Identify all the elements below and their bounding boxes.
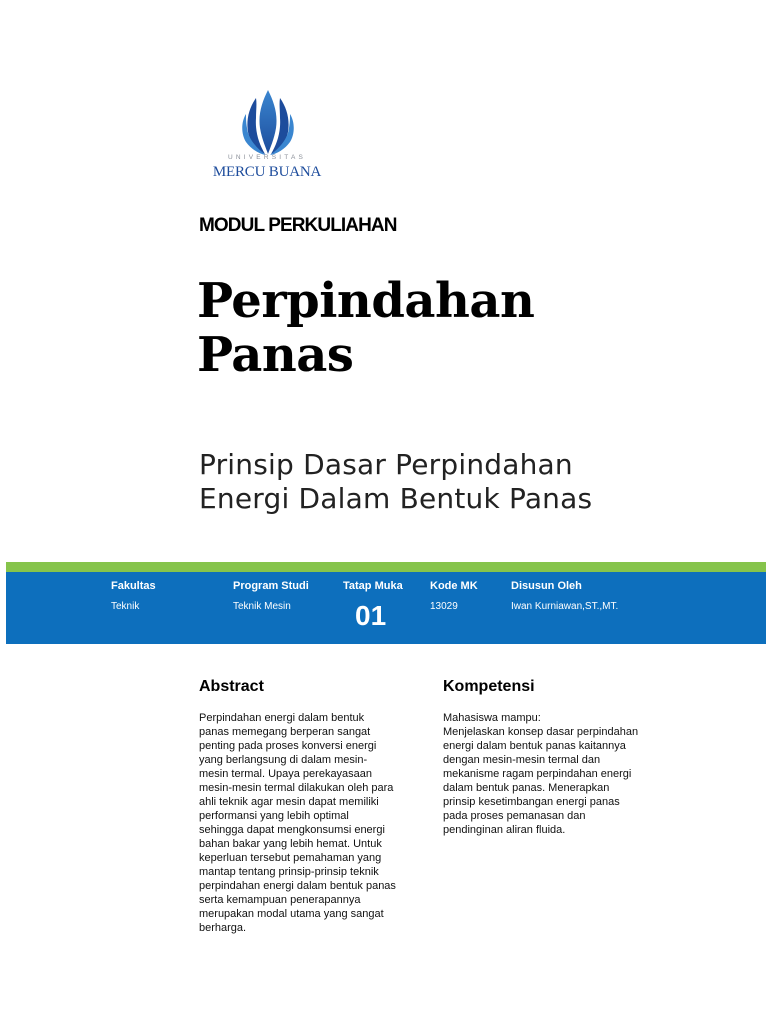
- abstract-body: [199, 711, 434, 935]
- abstract-heading: Abstract: [199, 678, 264, 695]
- university-logo: [198, 88, 338, 192]
- disusun-oleh-value: Iwan Kurniawan,ST.,MT.: [511, 601, 619, 612]
- abstract-line: panas memegang berperan sangat: [199, 726, 371, 738]
- kompetensi-line: dengan mesin-mesin termal dan: [443, 754, 601, 766]
- abstract-line: ahli teknik agar mesin dapat memiliki: [199, 796, 379, 808]
- disusun-oleh-label: Disusun Oleh: [511, 580, 582, 592]
- green-band-divider: [6, 562, 766, 572]
- kompetensi-line: pendinginan aliran fluida.: [443, 824, 566, 836]
- kompetensi-line: Menjelaskan konsep dasar perpindahan: [443, 726, 639, 738]
- kode-mk-value: 13029: [430, 601, 458, 612]
- abstract-line: berharga.: [199, 922, 247, 934]
- page-title: [197, 274, 677, 382]
- tatap-muka-label: Tatap Muka: [343, 580, 403, 592]
- abstract-line: mantap tentang prinsip-prinsip teknik: [199, 866, 379, 878]
- title-line-2: Panas: [197, 327, 354, 383]
- mercu-buana-logo-icon: [238, 88, 298, 156]
- abstract-line: serta kemampuan penerapannya: [199, 894, 361, 906]
- module-label: MODUL PERKULIAHAN: [199, 215, 397, 236]
- kompetensi-line: energi dalam bentuk panas kaitannya: [443, 740, 626, 752]
- abstract-line: merupakan modal utama yang sangat: [199, 908, 384, 920]
- abstract-line: performansi yang lebih optimal: [199, 810, 349, 822]
- abstract-line: mesin termal. Upaya perekayasaan: [199, 768, 373, 780]
- tatap-muka-value: 01: [355, 600, 387, 631]
- abstract-line: mesin-mesin termal dilakukan oleh para: [199, 782, 394, 794]
- title-line-1: Perpindahan: [197, 273, 535, 329]
- logo-name-text: MERCU BUANA: [212, 164, 322, 180]
- abstract-line: penting pada proses konversi energi: [199, 740, 377, 752]
- abstract-line: perpindahan energi dalam bentuk panas: [199, 880, 396, 892]
- kompetensi-line: mekanisme ragam perpindahan energi: [443, 768, 632, 780]
- kompetensi-line: pada proses pemanasan dan: [443, 810, 586, 822]
- abstract-line: yang berlangsung di dalam mesin-: [199, 754, 368, 766]
- kompetensi-heading: Kompetensi: [443, 678, 535, 695]
- abstract-line: Perpindahan energi dalam bentuk: [199, 712, 365, 724]
- fakultas-label: Fakultas: [111, 580, 156, 592]
- abstract-line: keperluan tersebut pemahaman yang: [199, 852, 382, 864]
- subtitle-line-2: Energi Dalam Bentuk Panas: [199, 482, 593, 515]
- program-studi-label: Program Studi: [233, 580, 309, 592]
- fakultas-value: Teknik: [111, 601, 140, 612]
- abstract-line: bahan bakar yang lebih hemat. Untuk: [199, 838, 382, 850]
- kompetensi-body: [443, 711, 693, 837]
- program-studi-value: Teknik Mesin: [233, 601, 291, 612]
- kompetensi-line: Mahasiswa mampu:: [443, 712, 541, 724]
- kompetensi-line: dalam bentuk panas. Menerapkan: [443, 782, 610, 794]
- abstract-line: sehingga dapat mengkonsumsi energi: [199, 824, 385, 836]
- kode-mk-label: Kode MK: [430, 580, 478, 592]
- page-subtitle: [199, 448, 719, 516]
- kompetensi-line: prinsip kesetimbangan energi panas: [443, 796, 620, 808]
- logo-university-text: UNIVERSITAS: [227, 154, 307, 161]
- course-info-band: [6, 572, 766, 644]
- subtitle-line-1: Prinsip Dasar Perpindahan: [199, 448, 573, 481]
